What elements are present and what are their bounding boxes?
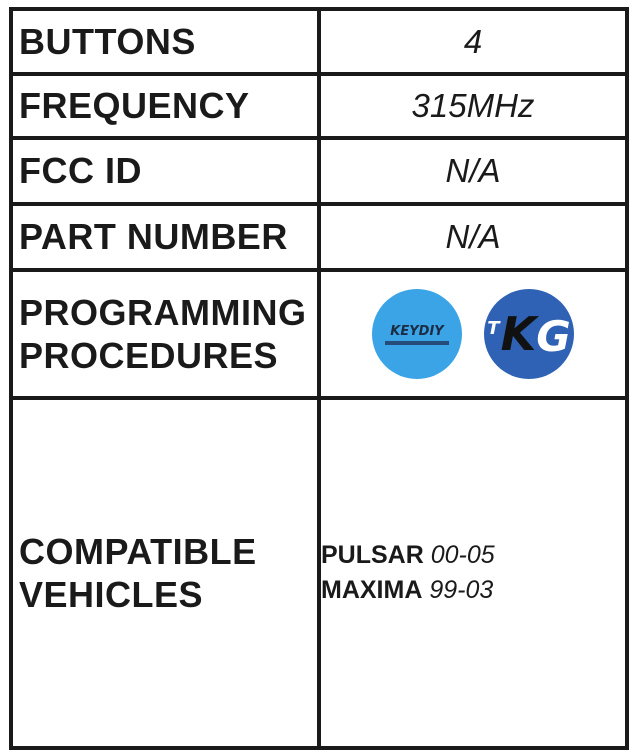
keydiy-logo-underline (385, 341, 449, 345)
buttons-value: 4 (319, 9, 627, 74)
compatible-vehicles-list (319, 398, 627, 748)
row-frequency (11, 74, 627, 138)
programming-label-line2: PROCEDURES (19, 335, 279, 376)
programming-logos-cell (319, 270, 627, 398)
programming-label-line1: PROGRAMMING (19, 291, 307, 333)
frequency-value: 315MHz (319, 74, 627, 138)
tkg-logo-g: G (536, 312, 571, 361)
vehicle-years: 00-05 (430, 541, 495, 569)
programming-label (11, 270, 319, 398)
row-part-number (11, 204, 627, 270)
part-number-label: PART NUMBER (11, 204, 319, 270)
programming-logos (321, 289, 625, 379)
row-compatible-vehicles (11, 398, 627, 748)
keydiy-logo-mark (376, 317, 458, 351)
vehicle-entry (321, 573, 625, 608)
row-buttons (11, 9, 627, 74)
vehicle-model: MAXIMA (321, 576, 423, 604)
vehicle-entry (321, 538, 625, 573)
row-fcc-id (11, 138, 627, 204)
tkg-logo-t: T (487, 318, 500, 339)
tkg-logo-mark (487, 307, 570, 361)
keydiy-logo-text: KEYDIY (390, 323, 444, 339)
tkg-logo-k: K (500, 307, 537, 361)
vehicle-years: 99-03 (429, 576, 494, 604)
vehicle-model: PULSAR (321, 541, 424, 569)
compatible-label-line2: VEHICLES (19, 574, 204, 615)
spec-table (9, 7, 629, 750)
buttons-label: BUTTONS (11, 9, 319, 74)
row-programming (11, 270, 627, 398)
fcc-id-label: FCC ID (11, 138, 319, 204)
tkg-logo (484, 289, 574, 379)
frequency-label: FREQUENCY (11, 74, 319, 138)
compatible-label-line1: COMPATIBLE (19, 530, 257, 572)
fcc-id-value: N/A (319, 138, 627, 204)
compatible-vehicles-label (11, 398, 319, 748)
part-number-value: N/A (319, 204, 627, 270)
keydiy-logo (372, 289, 462, 379)
